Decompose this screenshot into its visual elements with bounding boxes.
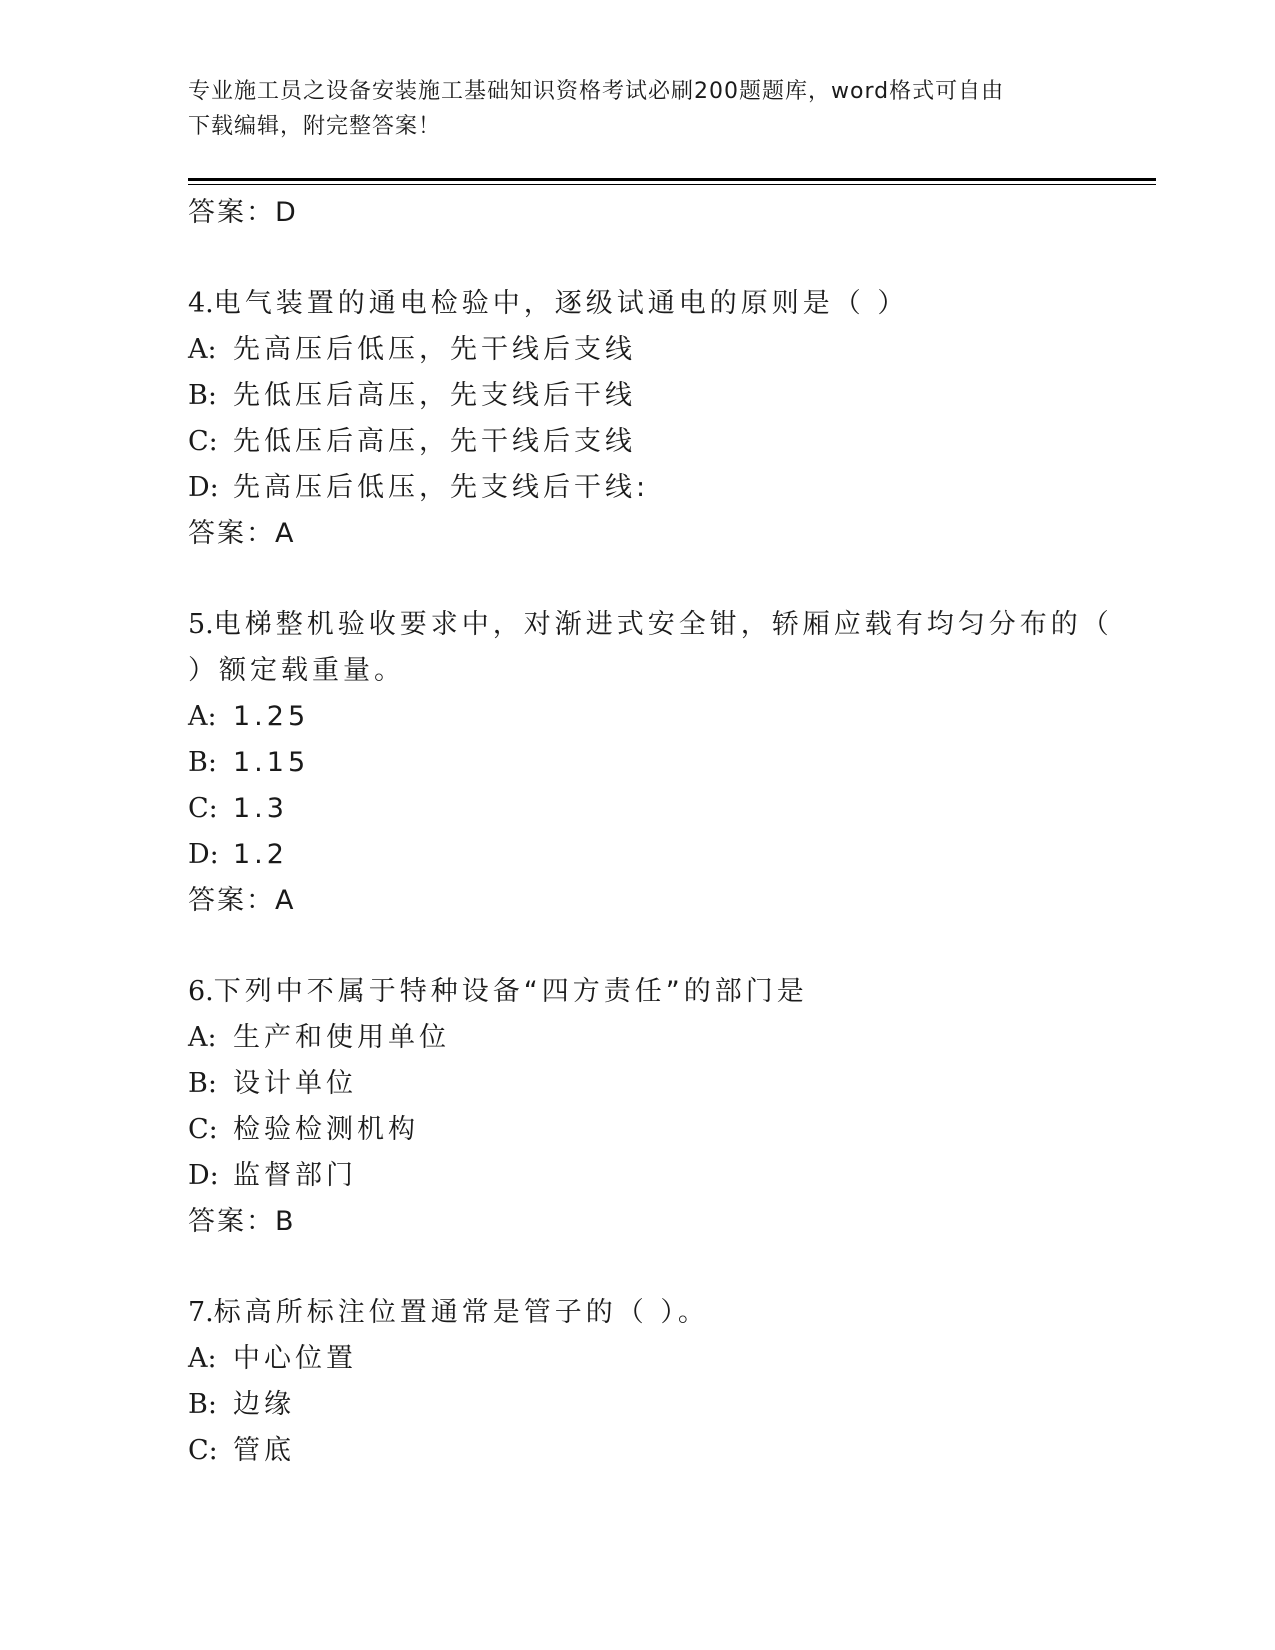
- spacer: [188, 236, 1088, 281]
- option-text: 边缘: [233, 1389, 295, 1420]
- option-d: [188, 1153, 1088, 1199]
- header-rule-thin: [188, 184, 1156, 185]
- question-text: 标高所标注位置通常是管子的（ ）。: [213, 1297, 709, 1328]
- option-text: 管底: [233, 1435, 295, 1466]
- option-text: 先低压后高压，先干线后支线: [233, 426, 636, 457]
- question-text: 电气装置的通电检验中，逐级试通电的原则是（ ）: [213, 288, 909, 319]
- option-c: [188, 1107, 1088, 1153]
- header-title-line-2: 下载编辑，附完整答案！: [188, 114, 442, 139]
- option-text: 先高压后低压，先干线后支线: [233, 334, 636, 365]
- option-key: D:: [188, 839, 219, 870]
- option-c: [188, 1428, 1088, 1474]
- option-key: C:: [188, 1114, 218, 1145]
- answer: 答案：B: [188, 1206, 296, 1237]
- answer-previous: 答案：D: [188, 197, 298, 228]
- option-key: C:: [188, 1435, 218, 1466]
- header-title-line-1: 专业施工员之设备安装施工基础知识资格考试必刷200题题库，word格式可自由: [188, 79, 1005, 104]
- option-b: [188, 373, 1088, 419]
- question-stem: [188, 281, 1088, 327]
- spacer: [188, 924, 1088, 969]
- option-key: A:: [188, 701, 217, 732]
- option-key: C:: [188, 426, 218, 457]
- answer: 答案：A: [188, 518, 296, 549]
- option-key: B:: [188, 1389, 217, 1420]
- option-c: [188, 419, 1088, 465]
- question-number: 4.: [188, 288, 214, 319]
- option-b: [188, 1382, 1088, 1428]
- option-text: 先低压后高压，先支线后干线: [233, 380, 636, 411]
- question-stem: [188, 969, 1088, 1015]
- option-b: [188, 1061, 1088, 1107]
- option-key: B:: [188, 747, 217, 778]
- option-a: [188, 694, 1088, 740]
- option-a: [188, 1336, 1088, 1382]
- question-4: [188, 281, 1088, 557]
- question-stem-continued: ）额定载重量。: [188, 655, 405, 686]
- option-text: 检验检测机构: [233, 1114, 419, 1145]
- option-text: 中心位置: [233, 1343, 357, 1374]
- option-text: 先高压后低压，先支线后干线:: [233, 472, 650, 503]
- option-key: D:: [188, 472, 219, 503]
- answer: 答案：A: [188, 885, 296, 916]
- header-rule-thick: [188, 178, 1156, 181]
- document-header: [188, 74, 1068, 144]
- option-key: A:: [188, 1022, 217, 1053]
- option-key: A:: [188, 334, 217, 365]
- option-text: 生产和使用单位: [233, 1022, 450, 1053]
- question-text: 下列中不属于特种设备“四方责任”的部门是: [213, 976, 808, 1007]
- question-list: [188, 190, 1113, 1474]
- option-key: C:: [188, 793, 218, 824]
- option-a: [188, 327, 1088, 373]
- option-c: [188, 786, 1088, 832]
- question-stem: [188, 602, 1113, 648]
- option-text: 1.25: [233, 701, 310, 732]
- question-number: 5.: [188, 609, 214, 640]
- option-text: 设计单位: [233, 1068, 357, 1099]
- option-key: B:: [188, 380, 217, 411]
- spacer: [188, 1245, 1088, 1290]
- option-d: [188, 465, 1088, 511]
- option-text: 1.2: [233, 839, 288, 870]
- question-6: [188, 969, 1088, 1245]
- option-text: 1.15: [233, 747, 310, 778]
- question-number: 7.: [188, 1297, 214, 1328]
- option-key: D:: [188, 1160, 219, 1191]
- question-number: 6.: [188, 976, 214, 1007]
- option-text: 1.3: [233, 793, 288, 824]
- option-a: [188, 1015, 1088, 1061]
- option-d: [188, 832, 1088, 878]
- question-stem: [188, 1290, 1088, 1336]
- question-7: [188, 1290, 1088, 1474]
- spacer: [188, 557, 1088, 602]
- question-text: 电梯整机验收要求中，对渐进式安全钳，轿厢应载有均匀分布的（: [213, 609, 1113, 640]
- option-b: [188, 740, 1088, 786]
- option-key: A:: [188, 1343, 217, 1374]
- question-5: [188, 602, 1113, 924]
- option-key: B:: [188, 1068, 217, 1099]
- option-text: 监督部门: [233, 1160, 357, 1191]
